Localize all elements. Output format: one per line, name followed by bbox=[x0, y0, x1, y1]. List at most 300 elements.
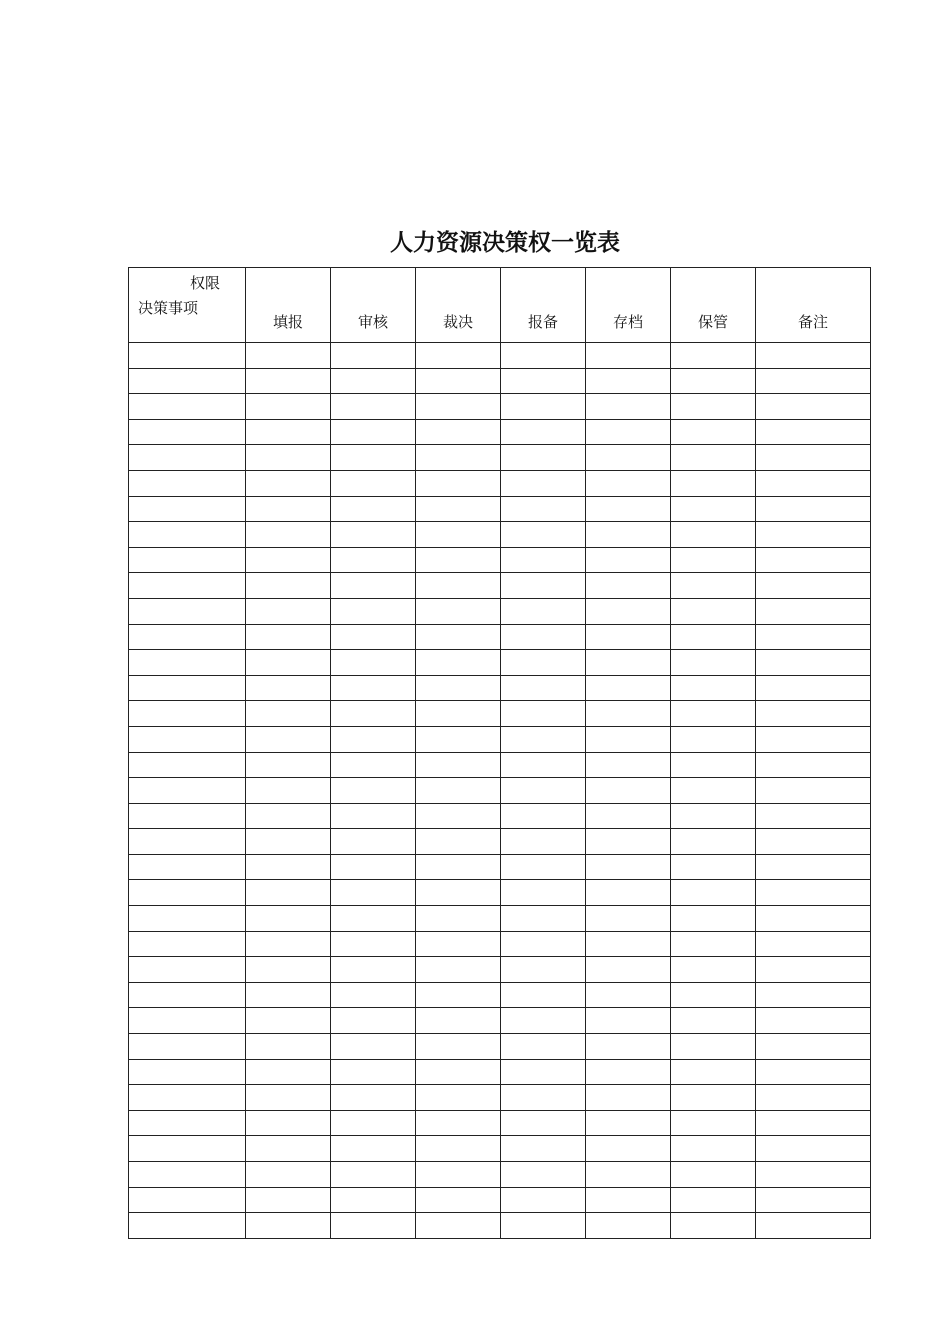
table-cell bbox=[501, 803, 586, 829]
table-cell bbox=[246, 1187, 331, 1213]
table-cell bbox=[586, 1034, 671, 1060]
table-cell bbox=[246, 1034, 331, 1060]
table-cell bbox=[331, 470, 416, 496]
table-cell bbox=[246, 982, 331, 1008]
table-cell bbox=[331, 803, 416, 829]
table-row bbox=[129, 343, 871, 369]
table-cell bbox=[416, 906, 501, 932]
table-cell bbox=[331, 445, 416, 471]
table-cell bbox=[501, 880, 586, 906]
table-cell bbox=[586, 1008, 671, 1034]
table-cell bbox=[501, 343, 586, 369]
table-cell bbox=[756, 880, 871, 906]
table-cell bbox=[416, 982, 501, 1008]
table-cell bbox=[501, 829, 586, 855]
table-cell bbox=[586, 573, 671, 599]
table-cell bbox=[331, 752, 416, 778]
table-cell bbox=[756, 1085, 871, 1111]
table-cell bbox=[246, 496, 331, 522]
table-cell bbox=[416, 726, 501, 752]
table-row bbox=[129, 1059, 871, 1085]
table-cell bbox=[331, 982, 416, 1008]
table-row bbox=[129, 650, 871, 676]
table-cell bbox=[586, 1059, 671, 1085]
table-cell bbox=[756, 573, 871, 599]
table-cell bbox=[246, 419, 331, 445]
decision-item-cell bbox=[129, 957, 246, 983]
table-cell bbox=[246, 931, 331, 957]
authority-header-label: 权限 bbox=[189, 274, 220, 292]
table-cell bbox=[671, 573, 756, 599]
table-cell bbox=[331, 1110, 416, 1136]
table-row bbox=[129, 470, 871, 496]
table-body bbox=[129, 343, 871, 1239]
table-cell bbox=[501, 598, 586, 624]
table-cell bbox=[671, 419, 756, 445]
table-cell bbox=[756, 1213, 871, 1239]
table-row bbox=[129, 547, 871, 573]
table-cell bbox=[416, 419, 501, 445]
table-cell bbox=[501, 1136, 586, 1162]
table-cell bbox=[671, 624, 756, 650]
column-header-archive: 存档 bbox=[586, 268, 671, 343]
table-cell bbox=[671, 1162, 756, 1188]
table-cell bbox=[756, 752, 871, 778]
table-cell bbox=[331, 931, 416, 957]
table-cell bbox=[331, 650, 416, 676]
table-cell bbox=[416, 394, 501, 420]
table-cell bbox=[671, 598, 756, 624]
decision-item-cell bbox=[129, 982, 246, 1008]
table-cell bbox=[331, 496, 416, 522]
table-row bbox=[129, 1213, 871, 1239]
table-cell bbox=[756, 650, 871, 676]
decision-item-cell bbox=[129, 880, 246, 906]
decision-item-cell bbox=[129, 394, 246, 420]
table-cell bbox=[671, 470, 756, 496]
table-cell bbox=[756, 343, 871, 369]
table-cell bbox=[756, 1059, 871, 1085]
column-header-ruling: 裁决 bbox=[416, 268, 501, 343]
table-cell bbox=[416, 829, 501, 855]
table-cell bbox=[331, 598, 416, 624]
table-cell bbox=[756, 1187, 871, 1213]
table-cell bbox=[331, 1136, 416, 1162]
table-cell bbox=[246, 906, 331, 932]
table-cell bbox=[246, 573, 331, 599]
table-cell bbox=[416, 1008, 501, 1034]
table-cell bbox=[586, 778, 671, 804]
table-row bbox=[129, 1187, 871, 1213]
table-cell bbox=[756, 445, 871, 471]
table-cell bbox=[586, 752, 671, 778]
table-cell bbox=[671, 778, 756, 804]
table-cell bbox=[756, 803, 871, 829]
table-cell bbox=[671, 1034, 756, 1060]
table-cell bbox=[331, 1162, 416, 1188]
table-cell bbox=[331, 701, 416, 727]
table-cell bbox=[331, 1008, 416, 1034]
table-cell bbox=[586, 445, 671, 471]
table-cell bbox=[756, 470, 871, 496]
table-cell bbox=[416, 880, 501, 906]
table-cell bbox=[586, 726, 671, 752]
decision-item-cell bbox=[129, 803, 246, 829]
table-cell bbox=[416, 496, 501, 522]
decision-item-cell bbox=[129, 778, 246, 804]
table-cell bbox=[331, 343, 416, 369]
table-cell bbox=[501, 1059, 586, 1085]
table-cell bbox=[756, 982, 871, 1008]
table-cell bbox=[671, 1213, 756, 1239]
table-cell bbox=[416, 598, 501, 624]
table-cell bbox=[501, 1162, 586, 1188]
table-cell bbox=[331, 573, 416, 599]
table-cell bbox=[246, 1162, 331, 1188]
decision-item-cell bbox=[129, 624, 246, 650]
table-cell bbox=[671, 675, 756, 701]
table-row bbox=[129, 522, 871, 548]
table-cell bbox=[756, 1008, 871, 1034]
table-cell bbox=[501, 778, 586, 804]
table-cell bbox=[246, 880, 331, 906]
table-row bbox=[129, 624, 871, 650]
table-cell bbox=[331, 1085, 416, 1111]
table-cell bbox=[331, 957, 416, 983]
decision-item-cell bbox=[129, 1162, 246, 1188]
table-cell bbox=[586, 470, 671, 496]
table-cell bbox=[586, 803, 671, 829]
table-cell bbox=[416, 1059, 501, 1085]
table-cell bbox=[586, 522, 671, 548]
table-row bbox=[129, 931, 871, 957]
table-cell bbox=[671, 547, 756, 573]
table-cell bbox=[331, 1059, 416, 1085]
table-cell bbox=[416, 573, 501, 599]
decision-item-cell bbox=[129, 829, 246, 855]
table-cell bbox=[246, 854, 331, 880]
table-cell bbox=[246, 598, 331, 624]
decision-item-cell bbox=[129, 752, 246, 778]
table-cell bbox=[246, 1085, 331, 1111]
table-cell bbox=[246, 650, 331, 676]
column-header-remarks: 备注 bbox=[756, 268, 871, 343]
table-cell bbox=[586, 957, 671, 983]
table-cell bbox=[586, 394, 671, 420]
table-cell bbox=[331, 778, 416, 804]
table-cell bbox=[331, 368, 416, 394]
table-cell bbox=[246, 1008, 331, 1034]
decision-item-cell bbox=[129, 573, 246, 599]
table-cell bbox=[756, 1034, 871, 1060]
decision-item-cell bbox=[129, 1085, 246, 1111]
table-cell bbox=[586, 1110, 671, 1136]
table-cell bbox=[501, 419, 586, 445]
decision-item-cell bbox=[129, 496, 246, 522]
table-cell bbox=[416, 1162, 501, 1188]
table-cell bbox=[416, 701, 501, 727]
decision-item-cell bbox=[129, 1187, 246, 1213]
table-cell bbox=[671, 803, 756, 829]
table-cell bbox=[586, 343, 671, 369]
table-cell bbox=[331, 829, 416, 855]
table-cell bbox=[671, 931, 756, 957]
table-cell bbox=[501, 573, 586, 599]
table-row bbox=[129, 957, 871, 983]
decision-item-cell bbox=[129, 1059, 246, 1085]
table-cell bbox=[246, 368, 331, 394]
table-row bbox=[129, 778, 871, 804]
table-cell bbox=[331, 419, 416, 445]
table-cell bbox=[501, 394, 586, 420]
table-row bbox=[129, 982, 871, 1008]
decision-item-cell bbox=[129, 1110, 246, 1136]
table-row bbox=[129, 573, 871, 599]
table-cell bbox=[671, 394, 756, 420]
table-cell bbox=[671, 1059, 756, 1085]
table-cell bbox=[501, 1034, 586, 1060]
table-cell bbox=[756, 598, 871, 624]
table-row bbox=[129, 598, 871, 624]
table-cell bbox=[586, 419, 671, 445]
table-row bbox=[129, 496, 871, 522]
table-cell bbox=[416, 470, 501, 496]
table-cell bbox=[501, 1213, 586, 1239]
table-cell bbox=[416, 547, 501, 573]
table-cell bbox=[501, 650, 586, 676]
table-cell bbox=[501, 470, 586, 496]
table-cell bbox=[756, 701, 871, 727]
table-cell bbox=[246, 470, 331, 496]
table-cell bbox=[671, 343, 756, 369]
table-cell bbox=[586, 854, 671, 880]
table-cell bbox=[671, 701, 756, 727]
decision-item-cell bbox=[129, 650, 246, 676]
table-row bbox=[129, 675, 871, 701]
table-cell bbox=[416, 343, 501, 369]
table-cell bbox=[246, 1110, 331, 1136]
table-cell bbox=[416, 650, 501, 676]
table-cell bbox=[671, 957, 756, 983]
decision-item-cell bbox=[129, 598, 246, 624]
table-cell bbox=[501, 982, 586, 1008]
table-cell bbox=[586, 906, 671, 932]
column-header-fill-in: 填报 bbox=[246, 268, 331, 343]
table-cell bbox=[501, 957, 586, 983]
table-cell bbox=[246, 829, 331, 855]
table-cell bbox=[331, 522, 416, 548]
table-row bbox=[129, 1162, 871, 1188]
table-row bbox=[129, 1085, 871, 1111]
table-row bbox=[129, 445, 871, 471]
table-cell bbox=[671, 1008, 756, 1034]
table-row bbox=[129, 880, 871, 906]
table-cell bbox=[416, 854, 501, 880]
table-cell bbox=[416, 957, 501, 983]
table-cell bbox=[501, 1008, 586, 1034]
table-cell bbox=[671, 522, 756, 548]
column-header-report: 报备 bbox=[501, 268, 586, 343]
table-row bbox=[129, 829, 871, 855]
table-cell bbox=[416, 368, 501, 394]
table-cell bbox=[671, 1136, 756, 1162]
table-cell bbox=[501, 496, 586, 522]
table-cell bbox=[671, 880, 756, 906]
table-cell bbox=[331, 1213, 416, 1239]
table-row bbox=[129, 726, 871, 752]
table-cell bbox=[246, 752, 331, 778]
table-cell bbox=[756, 778, 871, 804]
table-cell bbox=[756, 854, 871, 880]
table-header-row bbox=[129, 268, 871, 343]
table-cell bbox=[416, 778, 501, 804]
table-cell bbox=[331, 547, 416, 573]
table-cell bbox=[756, 368, 871, 394]
table-cell bbox=[501, 445, 586, 471]
table-cell bbox=[756, 496, 871, 522]
table-cell bbox=[246, 394, 331, 420]
table-cell bbox=[671, 368, 756, 394]
table-cell bbox=[501, 906, 586, 932]
table-cell bbox=[586, 1136, 671, 1162]
table-cell bbox=[756, 906, 871, 932]
table-cell bbox=[756, 522, 871, 548]
table-cell bbox=[756, 957, 871, 983]
table-cell bbox=[756, 829, 871, 855]
table-cell bbox=[671, 906, 756, 932]
table-cell bbox=[416, 1136, 501, 1162]
decision-item-cell bbox=[129, 1008, 246, 1034]
table-cell bbox=[756, 726, 871, 752]
table-cell bbox=[586, 880, 671, 906]
decision-item-cell bbox=[129, 547, 246, 573]
table-cell bbox=[246, 522, 331, 548]
table-cell bbox=[756, 1162, 871, 1188]
table-cell bbox=[756, 547, 871, 573]
table-row bbox=[129, 854, 871, 880]
table-cell bbox=[416, 1213, 501, 1239]
table-row bbox=[129, 906, 871, 932]
table-cell bbox=[416, 752, 501, 778]
decision-item-cell bbox=[129, 343, 246, 369]
table-cell bbox=[501, 547, 586, 573]
table-cell bbox=[586, 829, 671, 855]
table-cell bbox=[331, 1187, 416, 1213]
table-cell bbox=[246, 675, 331, 701]
table-cell bbox=[501, 701, 586, 727]
page-title: 人力资源决策权一览表 bbox=[390, 230, 620, 256]
table-cell bbox=[586, 547, 671, 573]
table-cell bbox=[416, 1034, 501, 1060]
table-cell bbox=[586, 982, 671, 1008]
table-cell bbox=[331, 624, 416, 650]
table-row bbox=[129, 752, 871, 778]
table-cell bbox=[246, 445, 331, 471]
table-row bbox=[129, 803, 871, 829]
decision-item-cell bbox=[129, 368, 246, 394]
table-cell bbox=[501, 931, 586, 957]
table-cell bbox=[246, 803, 331, 829]
table-cell bbox=[246, 1136, 331, 1162]
table-cell bbox=[331, 394, 416, 420]
table-cell bbox=[331, 906, 416, 932]
table-cell bbox=[586, 624, 671, 650]
table-cell bbox=[501, 1187, 586, 1213]
table-cell bbox=[246, 701, 331, 727]
table-cell bbox=[671, 1110, 756, 1136]
table-row bbox=[129, 1008, 871, 1034]
decision-item-cell bbox=[129, 1213, 246, 1239]
table-cell bbox=[671, 445, 756, 471]
table-cell bbox=[756, 675, 871, 701]
table-cell bbox=[501, 1110, 586, 1136]
table-cell bbox=[756, 419, 871, 445]
decision-item-cell bbox=[129, 854, 246, 880]
table-cell bbox=[501, 368, 586, 394]
table-cell bbox=[671, 496, 756, 522]
table-cell bbox=[501, 854, 586, 880]
table-cell bbox=[501, 1085, 586, 1111]
decision-item-cell bbox=[129, 1136, 246, 1162]
table-cell bbox=[246, 547, 331, 573]
decision-item-cell bbox=[129, 419, 246, 445]
column-header-review: 审核 bbox=[331, 268, 416, 343]
table-cell bbox=[331, 675, 416, 701]
table-cell bbox=[331, 880, 416, 906]
table-cell bbox=[756, 394, 871, 420]
table-cell bbox=[756, 1136, 871, 1162]
table-cell bbox=[756, 624, 871, 650]
table-row bbox=[129, 368, 871, 394]
table-cell bbox=[246, 624, 331, 650]
table-row bbox=[129, 1136, 871, 1162]
table-cell bbox=[246, 1213, 331, 1239]
table-cell bbox=[671, 982, 756, 1008]
table-cell bbox=[586, 368, 671, 394]
table-cell bbox=[586, 1187, 671, 1213]
table-cell bbox=[331, 726, 416, 752]
table-cell bbox=[246, 343, 331, 369]
table-cell bbox=[671, 854, 756, 880]
table-cell bbox=[586, 1162, 671, 1188]
table-cell bbox=[416, 803, 501, 829]
table-cell bbox=[586, 675, 671, 701]
table-cell bbox=[246, 726, 331, 752]
table-cell bbox=[501, 726, 586, 752]
table-cell bbox=[756, 931, 871, 957]
corner-header-cell bbox=[129, 268, 246, 343]
decision-item-cell bbox=[129, 675, 246, 701]
table-row bbox=[129, 701, 871, 727]
table-cell bbox=[416, 675, 501, 701]
table-cell bbox=[416, 1085, 501, 1111]
table-row bbox=[129, 1034, 871, 1060]
column-header-custody: 保管 bbox=[671, 268, 756, 343]
table-row bbox=[129, 394, 871, 420]
table-cell bbox=[246, 957, 331, 983]
table-cell bbox=[586, 1085, 671, 1111]
table-cell bbox=[416, 445, 501, 471]
table-row bbox=[129, 1110, 871, 1136]
table-cell bbox=[586, 650, 671, 676]
table-cell bbox=[671, 726, 756, 752]
table-cell bbox=[331, 1034, 416, 1060]
table-row bbox=[129, 419, 871, 445]
table-cell bbox=[586, 598, 671, 624]
decision-authority-table bbox=[128, 267, 871, 1239]
table-cell bbox=[331, 854, 416, 880]
table-cell bbox=[416, 931, 501, 957]
